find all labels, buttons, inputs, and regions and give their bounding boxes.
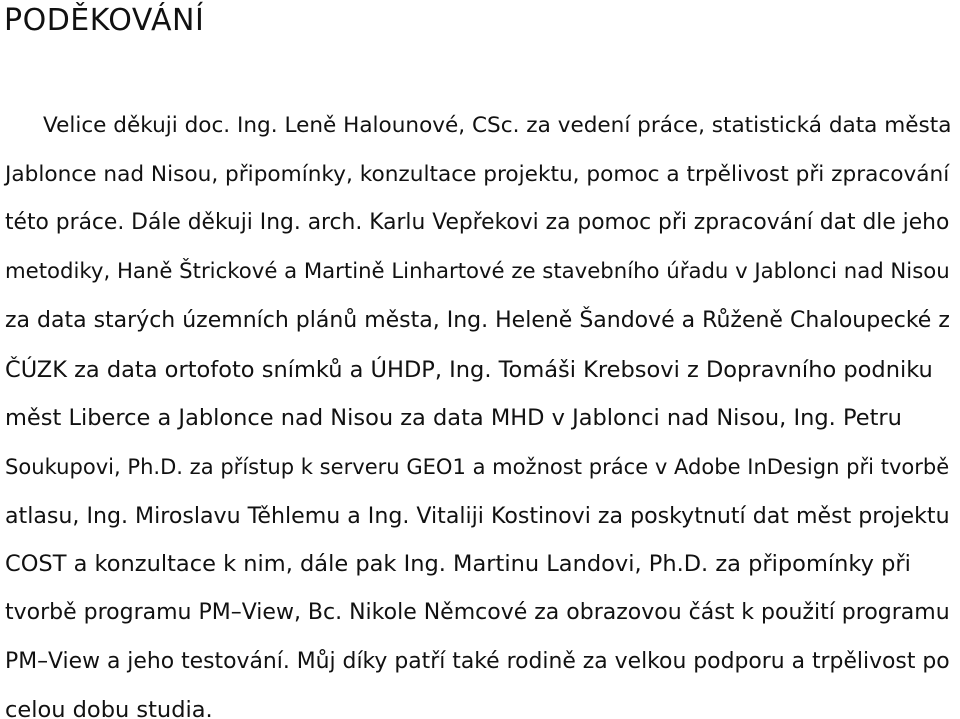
paragraph-line: atlasu, Ing. Miroslavu Těhlemu a Ing. Vitaliji Kostinovi za poskytnutí dat měst projektu xyxy=(5,502,950,529)
acknowledgement-paragraph xyxy=(5,102,955,719)
paragraph-line: ČÚZK za data ortofoto snímků a ÚHDP, Ing. Tomáši Krebsovi z Dopravního podniku xyxy=(5,356,933,383)
paragraph-line: tvorbě programu PM–View, Bc. Nikole Němcové za obrazovou část k použití programu xyxy=(5,600,950,626)
paragraph-line: PM–View a jeho testování. Můj díky patří také rodině za velkou podporu a trpělivost po xyxy=(5,648,950,674)
paragraph-line: celou dobu studia. xyxy=(5,697,213,719)
paragraph-line: Velice děkuji doc. Ing. Leně Halounové, CSc. za vedení práce, statistická data města xyxy=(43,113,952,138)
paragraph-line: za data starých územních plánů města, Ing. Heleně Šandové a Růženě Chaloupecké z xyxy=(5,307,950,333)
paragraph-line: měst Liberce a Jablonce nad Nisou za data MHD v Jablonci nad Nisou, Ing. Petru xyxy=(5,405,902,432)
paragraph-line: Soukupovi, Ph.D. za přístup k serveru GEO1 a možnost práce v Adobe InDesign při tvorbě xyxy=(5,453,950,479)
page-title: PODĚKOVÁNÍ xyxy=(4,3,205,38)
paragraph-line: této práce. Dále děkuji Ing. arch. Karlu Vepřekovi za pomoc při zpracování dat dle jeho xyxy=(5,210,950,236)
paragraph-line: metodiky, Haně Štrickové a Martině Linhartové ze stavebního úřadu v Jablonci nad Nisou xyxy=(5,259,950,285)
paragraph-line: COST a konzultace k nim, dále pak Ing. Martinu Landovi, Ph.D. za připomínky při xyxy=(5,551,911,578)
paragraph-line: Jablonce nad Nisou, připomínky, konzultace projektu, pomoc a trpělivost při zpracování xyxy=(5,161,950,187)
